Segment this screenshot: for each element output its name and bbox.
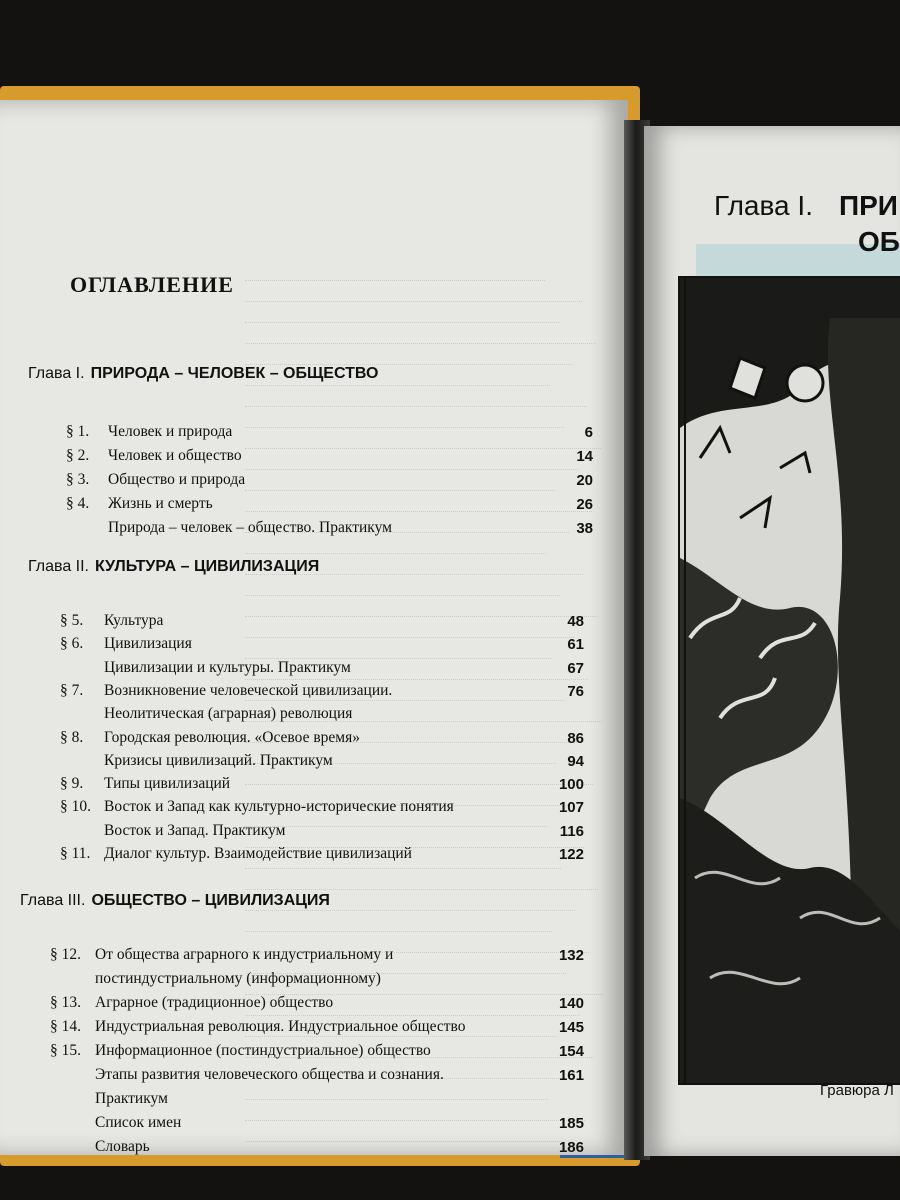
toc-entry bbox=[0, 635, 600, 657]
chapter-title: КУЛЬТУРА – ЦИВИЛИЗАЦИЯ bbox=[95, 558, 320, 575]
toc-entry bbox=[0, 822, 600, 844]
toc-entry bbox=[0, 423, 600, 445]
toc-entry-number: § 8. bbox=[60, 728, 84, 746]
toc-entry bbox=[0, 519, 600, 541]
toc-page-number: 100 bbox=[558, 776, 584, 794]
toc-page-number: 67 bbox=[567, 659, 584, 677]
toc-entry-text: Аграрное (традиционное) общество bbox=[95, 994, 334, 1011]
toc-entry-text: Цивилизация bbox=[104, 635, 192, 653]
chapter-label: Глава II. bbox=[28, 558, 89, 575]
toc-page-number: 107 bbox=[558, 799, 584, 817]
toc-entry-text: Кризисы цивилизаций. Практикум bbox=[104, 751, 333, 769]
toc-entry-text: Список имен bbox=[95, 1114, 182, 1131]
toc-page-number: 20 bbox=[576, 472, 593, 489]
toc-entry bbox=[0, 970, 600, 992]
chapter-heading bbox=[20, 892, 330, 910]
toc-entry-text: Этапы развития человеческого общества и сознания. bbox=[95, 1066, 444, 1083]
toc-entry-number: § 10. bbox=[60, 798, 91, 816]
engraving-caption: Гравюра Л bbox=[820, 1082, 894, 1099]
toc-entry-text: Общество и природа bbox=[108, 471, 246, 488]
toc-entry-text: Восток и Запад. Практикум bbox=[104, 821, 286, 839]
toc-entry-number: § 11. bbox=[60, 845, 91, 862]
toc-entry-number: § 13. bbox=[50, 994, 81, 1011]
toc-page-number: 185 bbox=[558, 1115, 584, 1132]
toc-entry-text: постиндустриальному (информационному) bbox=[95, 970, 381, 987]
toc-entry bbox=[0, 1090, 600, 1112]
right-chapter-subtitle: ОБ bbox=[858, 226, 900, 257]
toc-entry bbox=[0, 1042, 600, 1064]
toc-entry bbox=[0, 775, 600, 797]
toc-page-number: 26 bbox=[576, 496, 593, 513]
toc-entry-number: § 15. bbox=[50, 1042, 81, 1059]
chapter-label: Глава III. bbox=[20, 892, 86, 909]
toc-entry bbox=[0, 946, 600, 968]
right-page bbox=[644, 126, 900, 1156]
toc-entry bbox=[0, 994, 600, 1016]
toc-entry bbox=[0, 495, 600, 517]
toc-entry bbox=[0, 1018, 600, 1040]
toc-entry-text: Человек и природа bbox=[108, 423, 233, 440]
engraving-illustration bbox=[678, 276, 900, 1085]
toc-entry-text: Информационное (постиндустриальное) общество bbox=[95, 1042, 431, 1059]
toc-entry bbox=[0, 682, 600, 704]
toc-entry bbox=[0, 612, 600, 634]
toc-page-number: 122 bbox=[558, 846, 584, 863]
chapter-heading bbox=[28, 365, 379, 383]
toc-entry-text: Жизнь и смерть bbox=[108, 495, 213, 512]
toc-entry-text: Культура bbox=[104, 612, 164, 629]
right-chapter-title: ПРИ bbox=[838, 190, 898, 221]
toc-entry-number: § 6. bbox=[60, 635, 84, 653]
toc-entry-number: § 12. bbox=[50, 946, 81, 963]
toc-entry-text: Человек и общество bbox=[108, 447, 242, 464]
toc-entry bbox=[0, 471, 600, 493]
toc-entry-text: Типы цивилизаций bbox=[104, 775, 231, 793]
chapter-label: Глава I. bbox=[28, 365, 85, 382]
toc-entry bbox=[0, 845, 600, 867]
toc-entry-text: Цивилизации и культуры. Практикум bbox=[104, 658, 351, 676]
table-of-contents bbox=[0, 100, 628, 1155]
toc-page-number: 48 bbox=[567, 613, 584, 630]
toc-entry bbox=[0, 729, 600, 751]
left-page bbox=[0, 100, 628, 1155]
toc-page-number: 14 bbox=[576, 448, 593, 465]
toc-page-number: 76 bbox=[567, 682, 584, 700]
toc-page-number: 154 bbox=[558, 1043, 584, 1060]
toc-entry-number: § 14. bbox=[50, 1018, 81, 1035]
toc-entry-text: Диалог культур. Взаимодействие цивилизаций bbox=[104, 845, 412, 862]
toc-page-number: 161 bbox=[558, 1067, 584, 1084]
toc-page-number: 38 bbox=[576, 520, 593, 537]
toc-entry-text: Городская революция. «Осевое время» bbox=[104, 728, 360, 746]
right-chapter-heading bbox=[714, 190, 898, 222]
engraving-image bbox=[680, 278, 900, 1083]
toc-entry bbox=[0, 1114, 600, 1136]
toc-entry-text: Словарь bbox=[95, 1138, 150, 1155]
toc-entry bbox=[0, 659, 600, 681]
toc-page-number: 116 bbox=[559, 822, 584, 840]
toc-entry-number: § 5. bbox=[60, 612, 84, 629]
toc-entry bbox=[0, 1138, 600, 1155]
toc-entry-text: Природа – человек – общество. Практикум bbox=[108, 519, 392, 536]
chapter-title: ПРИРОДА – ЧЕЛОВЕК – ОБЩЕСТВО bbox=[90, 365, 379, 382]
toc-entry-number: § 3. bbox=[66, 471, 90, 488]
toc-entry-text: От общества аграрного к индустриальному и bbox=[95, 946, 394, 963]
toc-entry-text: Практикум bbox=[95, 1090, 168, 1107]
right-chapter-label: Глава I. bbox=[714, 190, 813, 221]
toc-entry-text: Возникновение человеческой цивилизации. bbox=[104, 681, 393, 699]
toc-title: ОГЛАВЛЕНИЕ bbox=[70, 272, 234, 297]
toc-entry-number: § 4. bbox=[66, 495, 90, 512]
toc-page-number: 61 bbox=[567, 636, 584, 654]
toc-entry-number: § 1. bbox=[66, 423, 90, 440]
toc-entry bbox=[0, 798, 600, 820]
toc-page-number: 6 bbox=[584, 424, 593, 441]
toc-entry-number: § 9. bbox=[60, 775, 84, 793]
toc-page-number: 145 bbox=[558, 1019, 584, 1036]
toc-entry bbox=[0, 752, 600, 774]
toc-entry bbox=[0, 1066, 600, 1088]
toc-page-number: 86 bbox=[567, 729, 584, 747]
toc-entry-text: Индустриальная революция. Индустриальное общество bbox=[95, 1018, 466, 1035]
toc-entry-text: Восток и Запад как культурно-исторические понятия bbox=[104, 798, 454, 816]
toc-page-number: 140 bbox=[558, 995, 584, 1012]
toc-entry bbox=[0, 705, 600, 727]
toc-page-number: 132 bbox=[558, 947, 584, 964]
toc-page-number: 94 bbox=[567, 752, 584, 770]
toc-page-number: 186 bbox=[558, 1139, 584, 1155]
toc-entry-number: § 2. bbox=[66, 447, 90, 464]
toc-entry-text: Неолитическая (аграрная) революция bbox=[104, 705, 353, 723]
chapter-title: ОБЩЕСТВО – ЦИВИЛИЗАЦИЯ bbox=[91, 892, 330, 909]
toc-entry bbox=[0, 447, 600, 469]
chapter-heading bbox=[28, 558, 319, 576]
toc-entry-number: § 7. bbox=[60, 681, 84, 699]
